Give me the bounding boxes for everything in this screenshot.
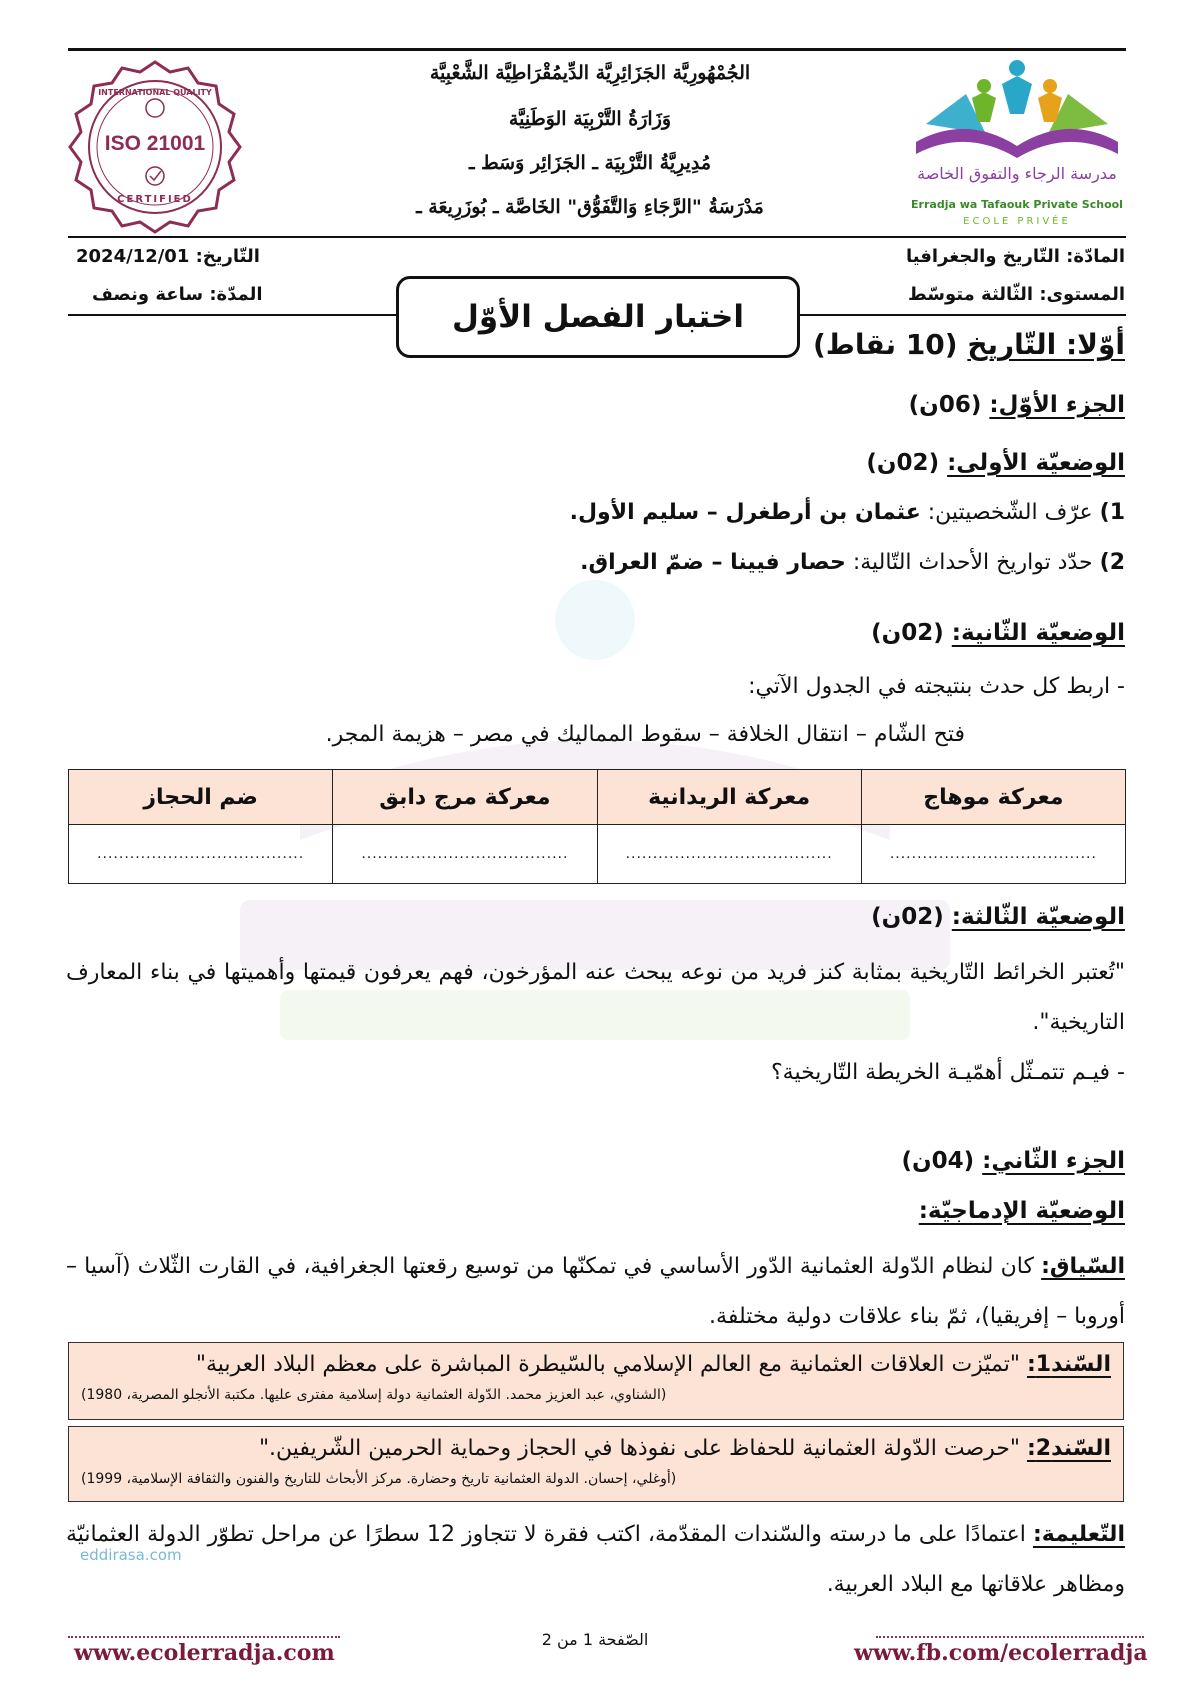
- sit3-points: (02ن): [871, 904, 952, 930]
- integ-heading: [919, 1198, 1125, 1224]
- meta-subject: المادّة: التّاريخ والجغرافيا: [906, 246, 1125, 267]
- doc1-label: السّند1:: [1026, 1352, 1111, 1377]
- gov-line-republic: الجُمْهُورِيَّة الجَزَائِرِيَّة الدِّيمُقْرَاطِيَّة الشَّعْبِيَّة: [429, 62, 751, 84]
- doc1-quote: [81, 1347, 1111, 1383]
- doc1-text: "تميّزت العلاقات العثمانية مع العالم الإسلامي بالسّيطرة المباشرة على معظم البلاد العربية": [195, 1352, 1027, 1377]
- meta-level: المستوى: الثّالثة متوسّط: [908, 284, 1125, 305]
- q1-text: عرّف الشّخصيتين:: [920, 500, 1100, 525]
- seal-main-text: ISO 21001: [104, 132, 206, 155]
- q2-bold: حصار فيينا – ضمّ العراق.: [580, 550, 846, 575]
- part2-label: الجزء الثّاني:: [982, 1148, 1125, 1174]
- sit1-label: الوضعيّة الأولى:: [947, 450, 1125, 476]
- section-history-points: (10 نقاط): [813, 328, 968, 361]
- q1-bold: عثمان بن أرطغرل – سليم الأول.: [569, 500, 921, 525]
- page-number: الصّفحة 1 من 2: [541, 1630, 649, 1649]
- logo-name-ar: مدرسة الرجاء والتفوق الخاصة: [917, 164, 1117, 183]
- doc2-reference: (أوغلي، إحسان. الدولة العثمانية تاريخ وحضارة. مركز الأبحاث للتاريخ والفنون والثقافة الإسلامية، 1999): [81, 1471, 677, 1487]
- q2-number: 2): [1099, 550, 1125, 575]
- header-top-rule: [68, 48, 1126, 51]
- footer-dots-right: [876, 1636, 1144, 1638]
- q2-text: حدّد تواريخ الأحداث التّالية:: [845, 550, 1100, 575]
- part2-points: (04ن): [901, 1148, 983, 1174]
- sit3-label: الوضعيّة الثّالثة:: [951, 904, 1125, 930]
- title-right-rule: [792, 314, 1126, 316]
- task-label: التّعليمة:: [1032, 1522, 1125, 1547]
- part1-label: الجزء الأوّل:: [989, 392, 1125, 418]
- table-header-marj-dabiq: معركة مرج دابق: [333, 770, 597, 825]
- seal-top-text: INTERNATIONAL QUALITY: [98, 88, 212, 97]
- part1-points: (06ن): [908, 392, 990, 418]
- table-header-ridaniya: معركة الريدانية: [597, 770, 861, 825]
- meta-duration: المدّة: ساعة ونصف: [92, 284, 263, 305]
- sit2-instruction: - اربط كل حدث بنتيجته في الجدول الآتي:: [748, 674, 1125, 699]
- sit1-points: (02ن): [866, 450, 948, 476]
- footer-website-link[interactable]: www.ecolerradja.com: [74, 1640, 335, 1666]
- task-text: اعتمادًا على ما درسته والسّندات المقدّمة، اكتب فقرة لا تتجاوز 12 سطرًا عن مراحل تطوّر الدولة العثمانيّة ومظاهر علاقاتها مع البلاد العربية.: [66, 1522, 1125, 1597]
- events-table-header-row: [69, 770, 1126, 825]
- sit3-question: - فيـم تتمـثّل أهمّيـة الخريطة التّاريخية؟: [770, 1060, 1125, 1085]
- title-left-rule: [68, 314, 398, 316]
- table-answer-cell[interactable]: ......................................: [861, 825, 1125, 884]
- eddirasa-stamp: eddirasa.com: [80, 1546, 182, 1564]
- header-bottom-rule: [68, 236, 1126, 238]
- events-table: [68, 769, 1126, 884]
- part2-heading: [901, 1148, 1125, 1174]
- logo-name-en: Erradja wa Tafaouk Private School: [911, 198, 1123, 211]
- section-history-label: أوّلا: التّاريخ: [967, 328, 1125, 361]
- table-answer-cell[interactable]: ......................................: [597, 825, 861, 884]
- sit1-question-1: [570, 500, 1125, 525]
- sit1-heading: [866, 450, 1125, 476]
- sit2-label: الوضعيّة الثّانية:: [951, 620, 1125, 646]
- sit2-points: (02ن): [871, 620, 952, 646]
- doc2-label: السّند2:: [1026, 1436, 1111, 1461]
- events-table-answer-row: [69, 825, 1126, 884]
- sit2-options: فتح الشّام – انتقال الخلافة – سقوط المماليك في مصر – هزيمة المجر.: [325, 722, 965, 747]
- logo-sub: ECOLE PRIVÉE: [963, 216, 1071, 227]
- context-text: كان لنظام الدّولة العثمانية الدّور الأساسي في تمكنّها من توسيع رقعتها الجغرافية، في القارت الثّلاث (آسيا – أوروبا – إفريقيا)، ثمّ بناء علاقات دولية مختلفة.: [66, 1254, 1125, 1329]
- gov-line-ministry: وَزَارَةُ التَّرْبِيَة الوَطَنِيَّة: [508, 108, 672, 130]
- integ-task: [66, 1510, 1125, 1610]
- seal-bottom-text: CERTIFIED: [117, 194, 193, 205]
- part1-heading: [909, 392, 1125, 418]
- gov-line-school: مَدْرَسَةُ "الرَّجَاءِ وَالتَّفَوُّق" الخَاصَّة ـ بُوزَرِيعَة ـ: [416, 196, 764, 218]
- table-answer-cell[interactable]: ......................................: [69, 825, 333, 884]
- doc2-text: "حرصت الدّولة العثمانية للحفاظ على نفوذها في الحجاز وحماية الحرمين الشّريفين.": [258, 1436, 1027, 1461]
- context-label: السّياق:: [1041, 1254, 1125, 1279]
- doc2-quote: [81, 1431, 1111, 1467]
- school-logo: [906, 54, 1128, 234]
- footer-facebook-link[interactable]: www.fb.com/ecolerradja: [854, 1640, 1148, 1666]
- footer-dots-left: [68, 1636, 340, 1638]
- integ-label: الوضعيّة الإدماجيّة:: [918, 1198, 1125, 1224]
- q1-number: 1): [1099, 500, 1125, 525]
- section-history-heading: [813, 328, 1125, 361]
- sit3-quote: "تُعتبر الخرائط التّاريخية بمثابة كنز فريد من نوعه يبحث عنه المؤرخون، فهم يعرفون قيمتها وأهميتها في بناء المعارف التاريخية".: [66, 960, 1125, 1035]
- sit2-heading: [871, 620, 1125, 646]
- table-header-hijaz: ضم الحجاز: [69, 770, 333, 825]
- doc1-reference: (الشناوي، عبد العزيز محمد. الدّولة العثمانية دولة إسلامية مفترى عليها. مكتبة الأنجلو المصرية، 1980): [81, 1387, 667, 1403]
- iso-seal: [66, 58, 244, 236]
- table-answer-cell[interactable]: ......................................: [333, 825, 597, 884]
- sit3-heading: [871, 904, 1125, 930]
- gov-line-directorate: مُدِيرِيَّةُ التَّرْبِيَة ـ الجَزَائِر وَسَط ـ: [468, 152, 712, 174]
- document-2: [68, 1426, 1124, 1502]
- integ-context: [66, 1242, 1125, 1342]
- document-1: [68, 1342, 1124, 1420]
- exam-title: اختبار الفصل الأوّل: [396, 276, 800, 358]
- meta-date: التّاريخ: 2024/12/01: [76, 246, 260, 267]
- table-header-mohacs: معركة موهاج: [861, 770, 1125, 825]
